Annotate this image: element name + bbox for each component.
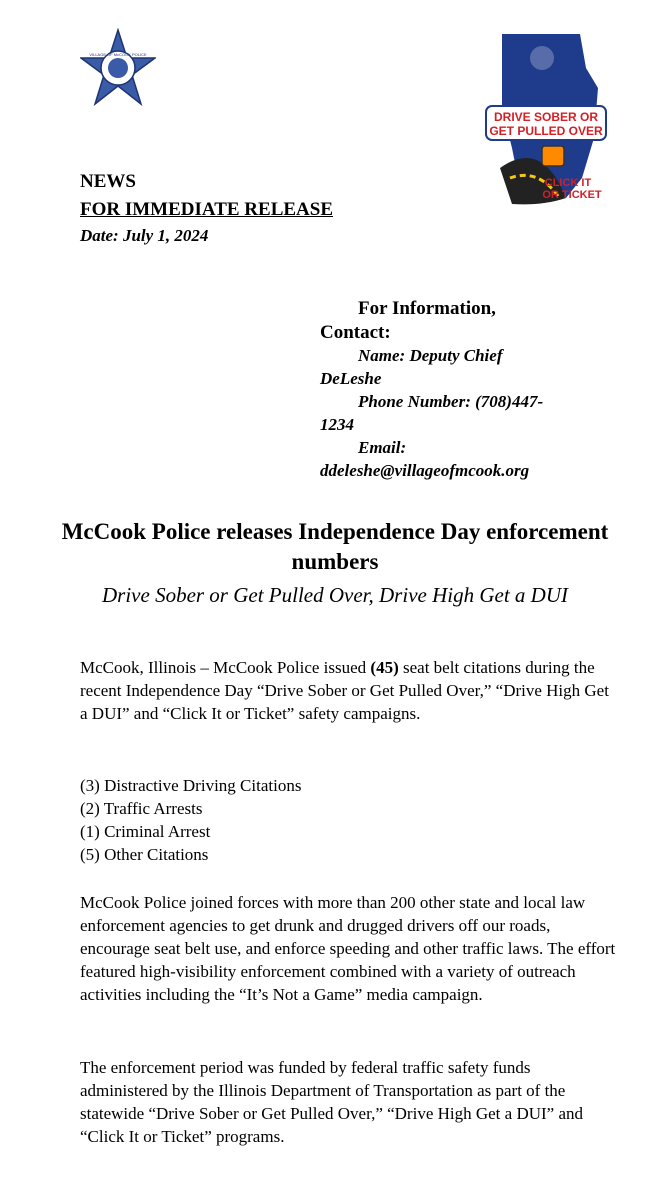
contact-heading-line1: For Information, (358, 298, 496, 319)
contact-info (320, 296, 580, 482)
paragraph-funding (80, 1056, 620, 1148)
news-label: NEWS (80, 171, 136, 192)
stat-item: (3) Distractive Driving Citations (80, 776, 302, 795)
headline-title: McCook Police releases Independence Day enforcement numbers (61, 519, 609, 574)
stat-item: (1) Criminal Arrest (80, 822, 211, 841)
campaign-click1: CLICK IT (544, 177, 592, 189)
enforcement-stats-list (80, 774, 620, 866)
headline-subtitle: Drive Sober or Get Pulled Over, Drive High Get a DUI (102, 583, 568, 607)
seatbelt-citation-count: (45) (370, 658, 399, 677)
funding-text: The enforcement period was funded by federal traffic safety funds administered by the Illinois Department of Transportation as part of the statewide “Drive Sober or Get Pulled Over,” “Drive High Get a DUI” and “Click It or Ticket” programs. (80, 1058, 584, 1146)
contact-email-label: Email: (358, 438, 407, 457)
stat-item: (2) Traffic Arrests (80, 799, 203, 818)
intro-text-end: seat belt citations during the recent Independence Day “Drive Sober or Get Pulled Over,” “Drive High Get a DUI” and “Click It or Ticket” safety campaigns. (80, 658, 609, 723)
stat-item: (5) Other Citations (80, 845, 209, 864)
paragraph-intro (80, 656, 620, 725)
campaign-line2: GET PULLED OVER (489, 124, 603, 138)
contact-name-line2: DeLeshe (320, 369, 382, 388)
paragraph-partnership (80, 891, 620, 1006)
campaign-click2: OR TICKET (542, 189, 602, 201)
drive-sober-campaign-logo (482, 28, 610, 216)
contact-heading-line2: Contact: (320, 322, 391, 343)
badge-text: VILLAGE OF McCOOK POLICE (89, 52, 147, 57)
contact-name-line1: Name: Deputy Chief (358, 346, 503, 365)
police-badge-logo (80, 28, 156, 108)
immediate-release-label: FOR IMMEDIATE RELEASE (80, 199, 334, 220)
contact-phone-line2: 1234 (320, 415, 354, 434)
campaign-line1: DRIVE SOBER OR (493, 110, 599, 124)
partnership-text: McCook Police joined forces with more than 200 other state and local law enforcement agencies to get drunk and drugged drivers off our roads, encourage seat belt use, and enforce speeding and other traffic laws. The effort featured high-visibility enforcement combined with a variety of outreach activities including the “It’s Not a Game” media campaign. (80, 893, 616, 1004)
release-header (80, 168, 333, 248)
intro-text-start: McCook, Illinois – McCook Police issued (80, 658, 371, 677)
contact-email[interactable]: ddeleshe@villageofmcook.org (320, 461, 530, 480)
release-date: Date: July 1, 2024 (80, 226, 209, 245)
contact-phone-line1: Phone Number: (708)447- (358, 392, 544, 411)
